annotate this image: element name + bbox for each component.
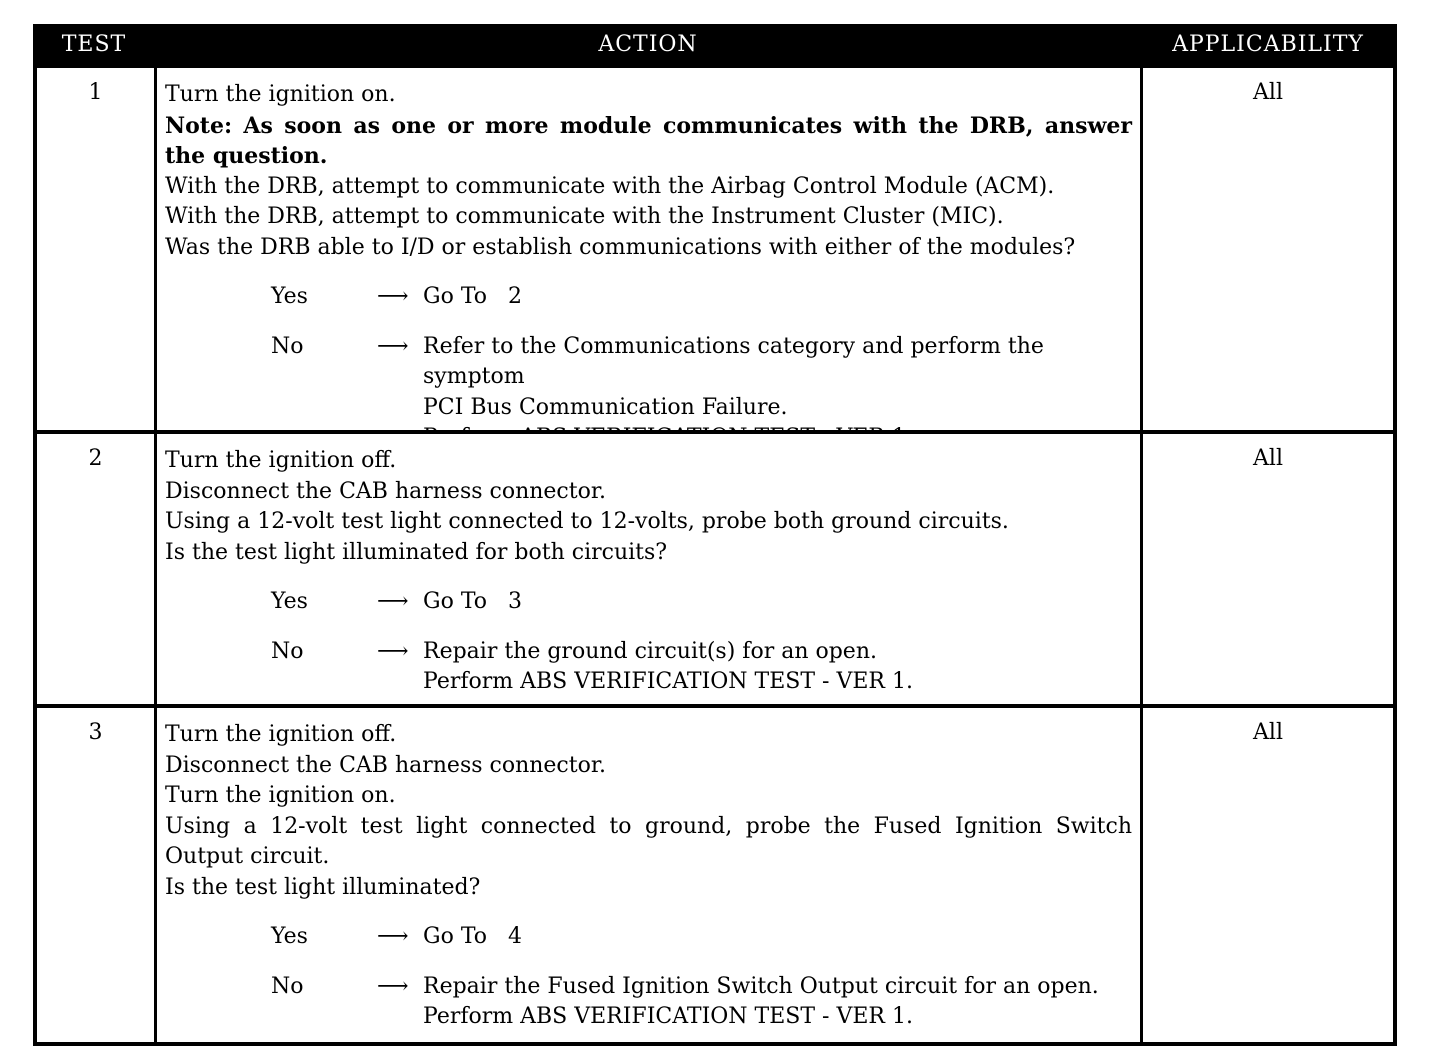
no-label: No	[271, 973, 304, 999]
action-line: Disconnect the CAB harness connector.	[165, 752, 606, 778]
yes-result: Go To 2	[423, 284, 522, 309]
action-line: With the DRB, attempt to communicate with the Instrument Cluster (MIC).	[165, 204, 1004, 229]
yes-answer	[165, 587, 1132, 618]
arrow-icon: ⟶	[377, 638, 409, 664]
no-result-line: Repair the Fused Ignition Switch Output circuit for an open.	[423, 973, 1099, 999]
yes-answer	[165, 922, 1132, 953]
arrow-icon: ⟶	[377, 284, 409, 309]
arrow-icon: ⟶	[377, 924, 409, 949]
test-number-cell	[37, 434, 154, 704]
applicability-value: All	[1253, 720, 1283, 745]
header-test: TEST	[61, 32, 127, 57]
no-result	[423, 637, 1132, 698]
yes-result: Go To 4	[423, 924, 522, 949]
action-line: Using a 12-volt test light connected to ground, probe the Fused Ignition Switch Output circuit.	[165, 813, 1132, 869]
action-line: Turn the ignition on.	[165, 783, 396, 808]
arrow-icon: ⟶	[377, 333, 409, 359]
no-result	[423, 972, 1132, 1033]
note-line: Note: As soon as one or more module communicates with the DRB, answer the question.	[165, 112, 1132, 169]
arrow-icon: ⟶	[377, 973, 409, 999]
test-number: 2	[88, 446, 103, 471]
no-answer	[165, 972, 1132, 1033]
action-line: Turn the ignition off.	[165, 722, 397, 747]
test-number-cell	[37, 68, 154, 430]
no-result-line: Perform ABS VERIFICATION TEST - VER 1.	[423, 1004, 913, 1029]
test-number-cell	[37, 708, 154, 1042]
table-header	[33, 24, 1397, 66]
yes-label: Yes	[271, 284, 308, 309]
yes-answer	[165, 282, 1132, 313]
no-result-line: Refer to the Communications category and perform the symptom	[423, 333, 1044, 389]
action-line: Was the DRB able to I/D or establish communications with either of the modules?	[165, 234, 1076, 260]
yes-label: Yes	[271, 924, 308, 949]
test-number: 3	[88, 720, 103, 745]
test-number: 1	[88, 80, 103, 105]
action-cell	[157, 708, 1140, 1042]
applicability-cell	[1143, 434, 1393, 704]
action-line: Is the test light illuminated for both circuits?	[165, 539, 668, 565]
no-result-line: PCI Bus Communication Failure.	[423, 394, 788, 420]
action-line: Is the test light illuminated?	[165, 874, 481, 900]
arrow-icon: ⟶	[377, 589, 409, 614]
yes-label: Yes	[271, 589, 308, 614]
action-line: Turn the ignition on.	[165, 82, 396, 107]
diagnostic-table	[33, 24, 1397, 1046]
action-line: Using a 12-volt test light connected to 12-volts, probe both ground circuits.	[165, 509, 1009, 534]
applicability-cell	[1143, 708, 1393, 1042]
no-label: No	[271, 638, 304, 664]
action-line: With the DRB, attempt to communicate with the Airbag Control Module (ACM).	[165, 173, 1055, 199]
header-action: ACTION	[598, 32, 698, 57]
header-applicability: APPLICABILITY	[1172, 32, 1364, 57]
applicability-value: All	[1253, 80, 1283, 105]
yes-result: Go To 3	[423, 589, 522, 614]
applicability-value: All	[1253, 446, 1283, 471]
no-result-line: Repair the ground circuit(s) for an open.	[423, 638, 877, 664]
action-cell	[157, 68, 1140, 430]
action-line: Turn the ignition off.	[165, 448, 397, 473]
action-cell	[157, 434, 1140, 704]
applicability-cell	[1143, 68, 1393, 430]
no-answer	[165, 637, 1132, 698]
no-label: No	[271, 333, 304, 359]
no-result-line: Perform ABS VERIFICATION TEST - VER 1.	[423, 669, 913, 694]
action-line: Disconnect the CAB harness connector.	[165, 478, 606, 504]
